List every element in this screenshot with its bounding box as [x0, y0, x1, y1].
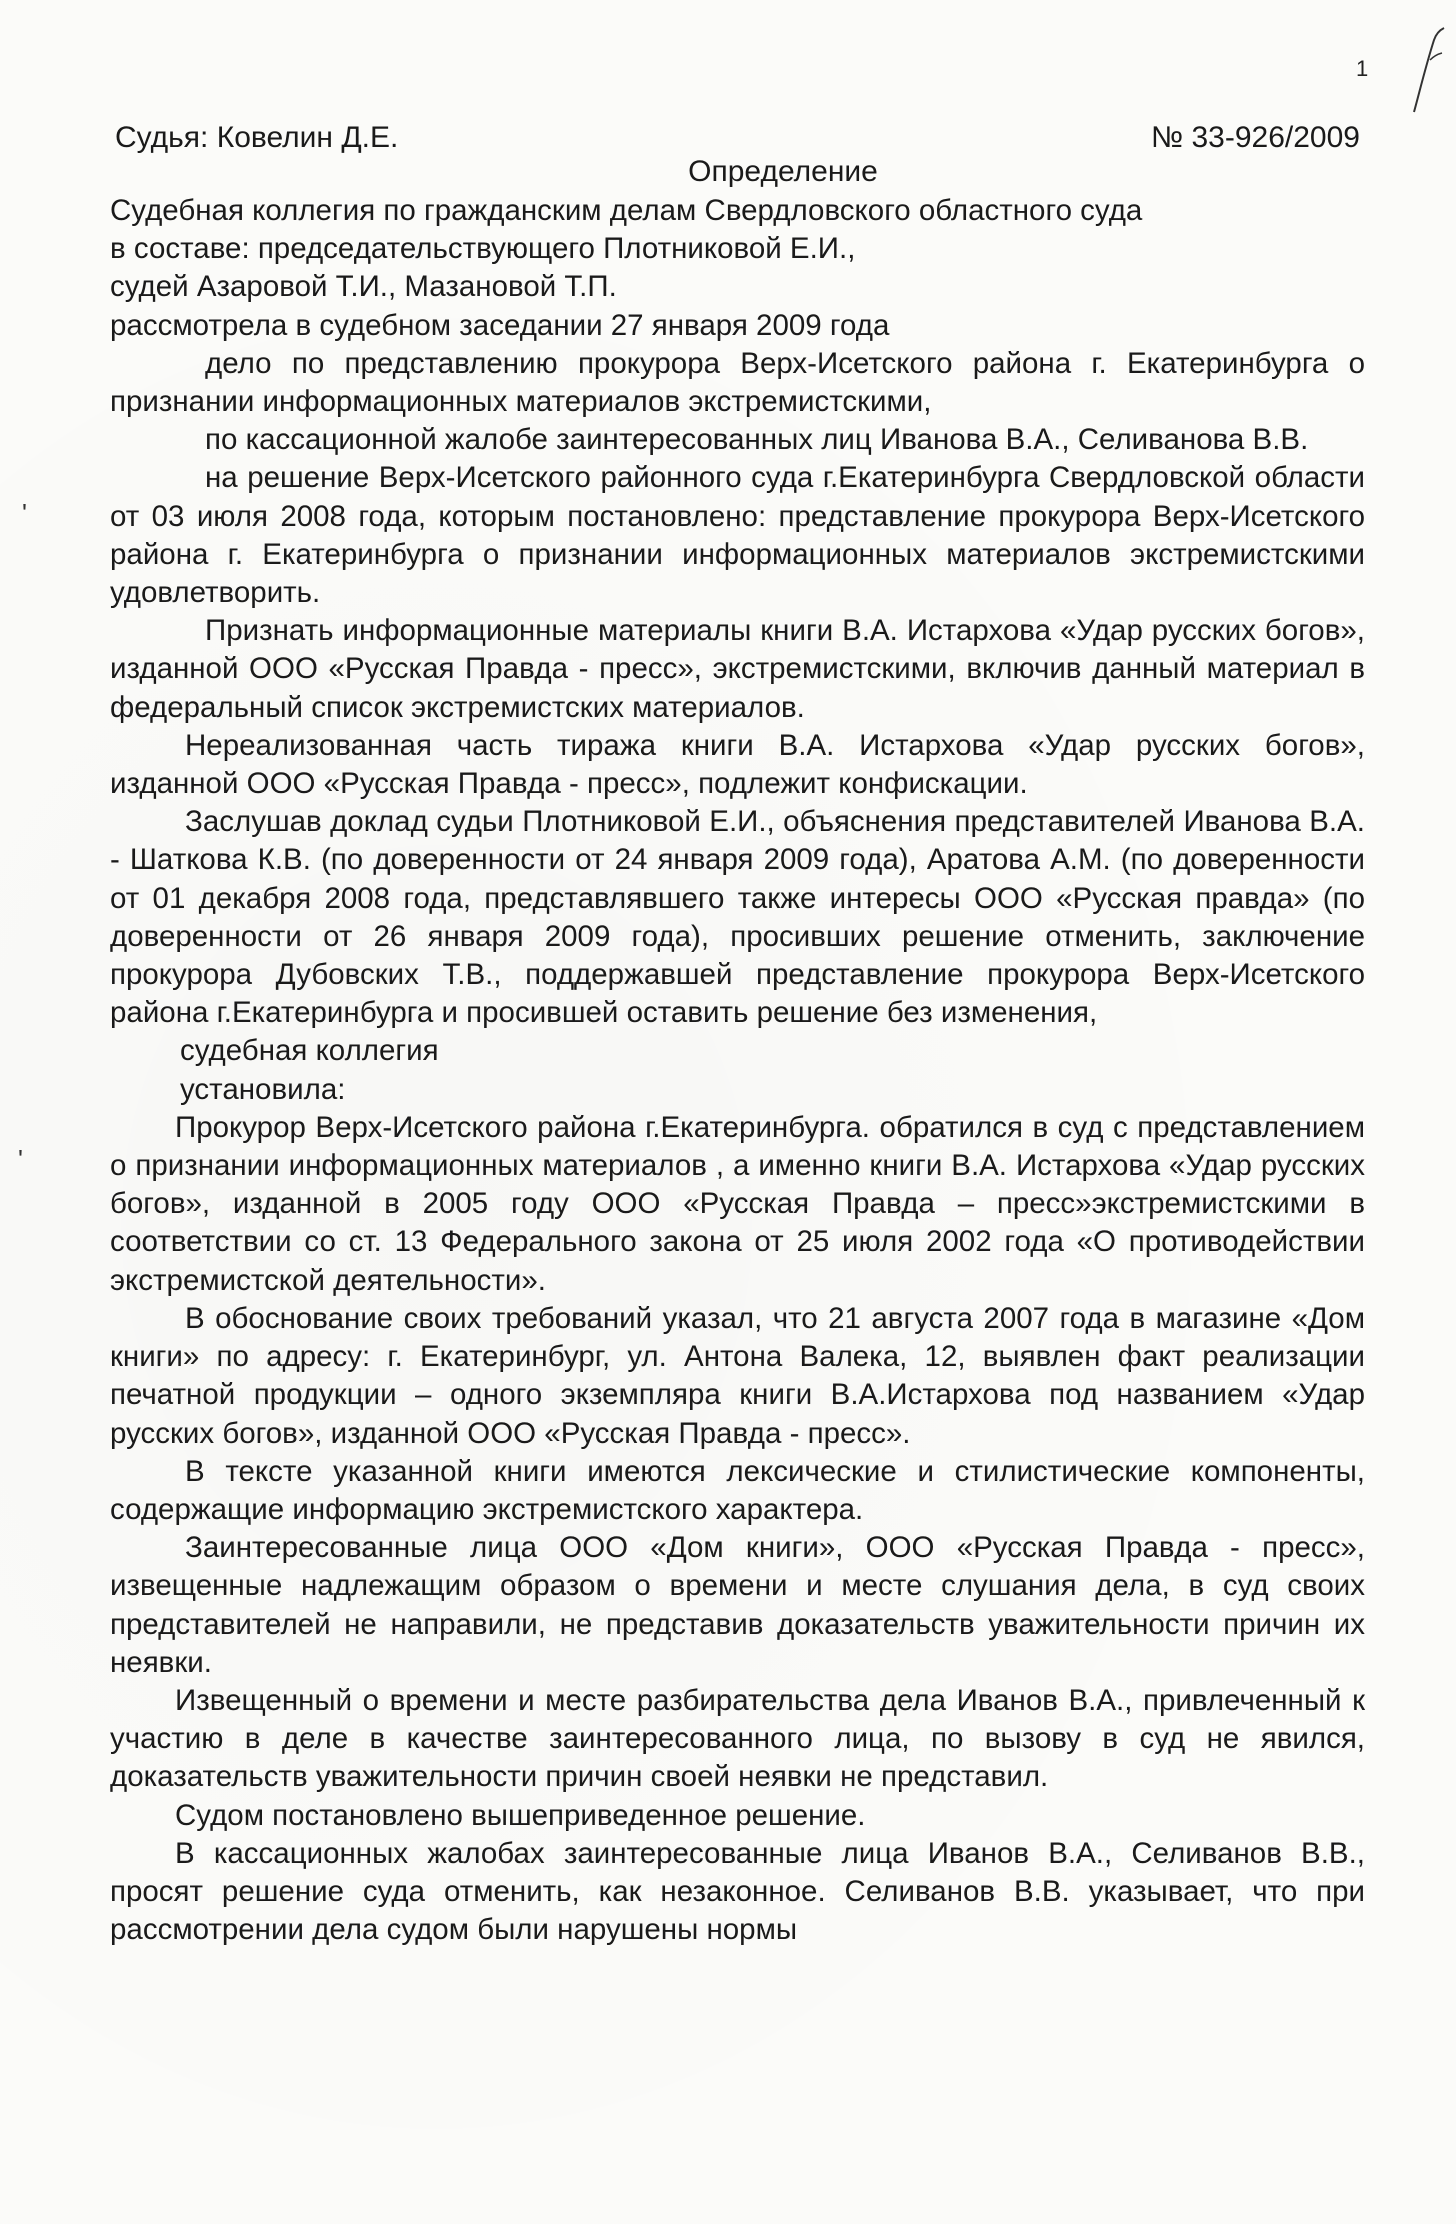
paragraph: в составе: председательствующего Плотниковой Е.И.,	[110, 232, 856, 266]
page-number: 1	[1356, 56, 1369, 81]
paragraph: Признать информационные материалы книги В.А. Истархова «Удар русских богов», изданной ООО «Русская Правда - пресс», экстремистскими, включив данный материал в федеральный список экстремистских материалов.	[110, 614, 1365, 724]
document-body	[110, 192, 1365, 1949]
paragraph: Судебная коллегия по гражданским делам Свердловского областного суда	[110, 194, 1143, 227]
paragraph: Прокурор Верх-Исетского района г.Екатеринбурга. обратился в суд с представлением о признании информационных материалов , а именно книги В.А. Истархова «Удар русских богов», изданной в 2005 году ООО «Русская Правда – пресс»экстремистскими в соответствии со ст. 13 Федерального закона от 25 июля 2002 года «О противодействии экстремистской деятельности».	[110, 1110, 1365, 1297]
paragraph: В тексте указанной книги имеются лексические и стилистические компоненты, содержащие информацию экстремистского характера.	[110, 1454, 1365, 1526]
paragraph: установила:	[180, 1072, 346, 1106]
paragraph: на решение Верх-Исетского районного суда г.Екатеринбурга Свердловской области от 03 июля 2008 года, которым постановлено: представление прокурора Верх-Исетского района г. Екатеринбурга о признании информационных материалов экстремистскими удовлетворить.	[110, 461, 1365, 610]
paragraph: судей Азаровой Т.И., Мазановой Т.П.	[110, 270, 617, 304]
paragraph: Заинтересованные лица ООО «Дом книги», ООО «Русская Правда - пресс», извещенные надлежащим образом о времени и месте слушания дела, в суд своих представителей не направили, не представив доказательств уважительности причин их неявки.	[110, 1531, 1365, 1679]
paragraph: В обоснование своих требований указал, что 21 августа 2007 года в магазине «Дом книги» по адресу: г. Екатеринбург, ул. Антона Валека, 12, выявлен факт реализации печатной продукции – одного экземпляра книги В.А.Истархова под названием «Удар русских богов», изданной ООО «Русская Правда - пресс».	[110, 1301, 1365, 1450]
paragraph: дело по представлению прокурора Верх-Исетского района г. Екатеринбурга о признании информационных материалов экстремистскими,	[110, 346, 1365, 419]
paragraph: В кассационных жалобах заинтересованные лица Иванов В.А., Селиванов В.В., просят решение суда отменить, как незаконное. Селиванов В.В. указывает, что при рассмотрении дела судом были нарушены нормы	[110, 1836, 1365, 1947]
paragraph: Нереализованная часть тиража книги В.А. Истархова «Удар русских богов», изданной ООО «Русская Правда - пресс», подлежит конфискации.	[110, 728, 1365, 801]
paragraph: по кассационной жалобе заинтересованных лиц Иванова В.А., Селиванова В.В.	[205, 423, 1309, 457]
paragraph: рассмотрела в судебном заседании 27 января 2009 года	[110, 308, 890, 342]
case-number: № 33-926/2009	[1150, 121, 1360, 154]
paragraph: Судом постановлено вышеприведенное решение.	[175, 1798, 866, 1832]
paragraph: судебная коллегия	[180, 1034, 439, 1068]
document-title: Определение	[688, 155, 878, 188]
judge-name: Судья: Ковелин Д.Е.	[115, 121, 399, 154]
margin-mark: '	[22, 498, 27, 528]
paragraph: Заслушав доклад судьи Плотниковой Е.И., объяснения представителей Иванова В.А. - Шаткова К.В. (по доверенности от 24 января 2009 года), Аратова А.М. (по доверенности от 01 декабря 2008 года, представлявшего также интересы ООО «Русская правда» (по доверенности от 26 января 2009 года), просивших решение отменить, заключение прокурора Дубовских Т.В., поддержавшей представление прокурора Верх-Исетского района г.Екатеринбурга и просившей оставить решение без изменения,	[110, 805, 1365, 1030]
margin-mark: '	[18, 1144, 23, 1174]
paragraph: Извещенный о времени и месте разбирательства дела Иванов В.А., привлеченный к участию в деле в качестве заинтересованного лица, по вызову в суд не явился, доказательств уважительности причин своей неявки не представил.	[110, 1683, 1365, 1794]
handwritten-mark	[1400, 20, 1450, 120]
